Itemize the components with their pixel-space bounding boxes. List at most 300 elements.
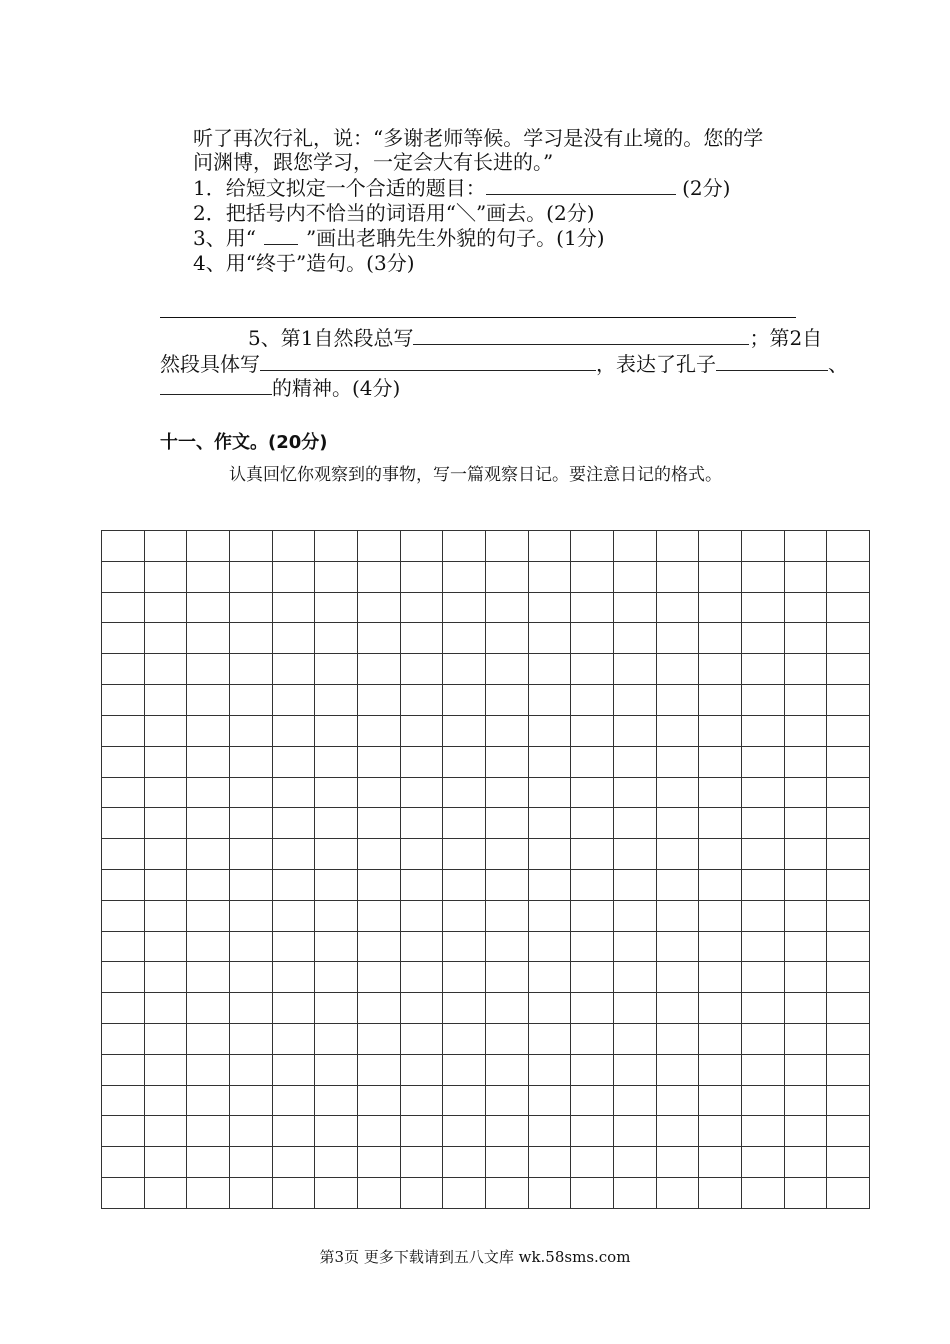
grid-cell[interactable]: [187, 1147, 230, 1178]
grid-cell[interactable]: [613, 746, 656, 777]
grid-cell[interactable]: [144, 931, 187, 962]
grid-cell[interactable]: [144, 962, 187, 993]
grid-cell[interactable]: [315, 900, 358, 931]
grid-cell[interactable]: [272, 592, 315, 623]
spirit-blank-1[interactable]: [716, 352, 828, 371]
grid-cell[interactable]: [315, 1085, 358, 1116]
grid-cell[interactable]: [357, 561, 400, 592]
grid-cell[interactable]: [571, 808, 614, 839]
grid-cell[interactable]: [272, 623, 315, 654]
grid-cell[interactable]: [400, 1147, 443, 1178]
grid-cell[interactable]: [741, 623, 784, 654]
grid-cell[interactable]: [229, 1147, 272, 1178]
spirit-blank-2[interactable]: [160, 376, 272, 395]
grid-cell[interactable]: [485, 715, 528, 746]
grid-cell[interactable]: [315, 746, 358, 777]
grid-cell[interactable]: [827, 1116, 870, 1147]
grid-cell[interactable]: [187, 869, 230, 900]
grid-cell[interactable]: [528, 993, 571, 1024]
grid-cell[interactable]: [357, 1054, 400, 1085]
grid-cell[interactable]: [699, 1054, 742, 1085]
grid-cell[interactable]: [102, 746, 145, 777]
grid-cell[interactable]: [229, 808, 272, 839]
grid-cell[interactable]: [443, 839, 486, 870]
grid-cell[interactable]: [784, 900, 827, 931]
grid-cell[interactable]: [528, 715, 571, 746]
grid-cell[interactable]: [443, 777, 486, 808]
grid-cell[interactable]: [443, 1147, 486, 1178]
grid-cell[interactable]: [613, 623, 656, 654]
grid-cell[interactable]: [315, 993, 358, 1024]
grid-cell[interactable]: [528, 654, 571, 685]
grid-cell[interactable]: [571, 654, 614, 685]
grid-cell[interactable]: [102, 839, 145, 870]
grid-cell[interactable]: [827, 1147, 870, 1178]
grid-cell[interactable]: [315, 869, 358, 900]
grid-cell[interactable]: [315, 592, 358, 623]
grid-cell[interactable]: [656, 1147, 699, 1178]
grid-cell[interactable]: [656, 592, 699, 623]
grid-cell[interactable]: [272, 1147, 315, 1178]
grid-cell[interactable]: [656, 715, 699, 746]
grid-cell[interactable]: [656, 869, 699, 900]
grid-cell[interactable]: [485, 1116, 528, 1147]
grid-cell[interactable]: [613, 1147, 656, 1178]
grid-cell[interactable]: [656, 531, 699, 562]
grid-cell[interactable]: [528, 746, 571, 777]
grid-cell[interactable]: [187, 561, 230, 592]
grid-cell[interactable]: [528, 561, 571, 592]
grid-cell[interactable]: [229, 746, 272, 777]
grid-cell[interactable]: [144, 561, 187, 592]
grid-cell[interactable]: [400, 869, 443, 900]
grid-cell[interactable]: [443, 746, 486, 777]
grid-cell[interactable]: [229, 1024, 272, 1055]
grid-cell[interactable]: [613, 1054, 656, 1085]
grid-cell[interactable]: [229, 623, 272, 654]
grid-cell[interactable]: [656, 561, 699, 592]
grid-cell[interactable]: [187, 931, 230, 962]
grid-cell[interactable]: [102, 715, 145, 746]
grid-cell[interactable]: [571, 839, 614, 870]
grid-cell[interactable]: [357, 1178, 400, 1209]
grid-cell[interactable]: [528, 900, 571, 931]
grid-cell[interactable]: [229, 654, 272, 685]
grid-cell[interactable]: [784, 1085, 827, 1116]
grid-cell[interactable]: [784, 623, 827, 654]
grid-cell[interactable]: [187, 623, 230, 654]
grid-cell[interactable]: [229, 685, 272, 716]
grid-cell[interactable]: [784, 931, 827, 962]
grid-cell[interactable]: [741, 685, 784, 716]
grid-cell[interactable]: [741, 1116, 784, 1147]
grid-cell[interactable]: [784, 1147, 827, 1178]
grid-cell[interactable]: [144, 1054, 187, 1085]
grid-cell[interactable]: [187, 531, 230, 562]
grid-cell[interactable]: [571, 777, 614, 808]
grid-cell[interactable]: [699, 931, 742, 962]
grid-cell[interactable]: [272, 654, 315, 685]
grid-cell[interactable]: [613, 931, 656, 962]
grid-cell[interactable]: [613, 993, 656, 1024]
grid-cell[interactable]: [144, 685, 187, 716]
grid-cell[interactable]: [187, 1178, 230, 1209]
grid-cell[interactable]: [400, 654, 443, 685]
grid-cell[interactable]: [443, 1024, 486, 1055]
grid-cell[interactable]: [272, 1085, 315, 1116]
grid-cell[interactable]: [272, 685, 315, 716]
grid-cell[interactable]: [571, 1054, 614, 1085]
grid-cell[interactable]: [485, 531, 528, 562]
grid-cell[interactable]: [443, 592, 486, 623]
grid-cell[interactable]: [528, 685, 571, 716]
grid-cell[interactable]: [528, 531, 571, 562]
grid-cell[interactable]: [528, 1085, 571, 1116]
grid-cell[interactable]: [102, 1116, 145, 1147]
grid-cell[interactable]: [400, 685, 443, 716]
grid-cell[interactable]: [102, 561, 145, 592]
grid-cell[interactable]: [784, 715, 827, 746]
grid-cell[interactable]: [656, 900, 699, 931]
grid-cell[interactable]: [229, 1178, 272, 1209]
grid-cell[interactable]: [741, 900, 784, 931]
grid-cell[interactable]: [656, 808, 699, 839]
grid-cell[interactable]: [741, 1178, 784, 1209]
sentence-answer-line[interactable]: [160, 317, 796, 318]
grid-cell[interactable]: [613, 1178, 656, 1209]
grid-cell[interactable]: [187, 592, 230, 623]
grid-cell[interactable]: [187, 777, 230, 808]
grid-cell[interactable]: [613, 1024, 656, 1055]
grid-cell[interactable]: [357, 654, 400, 685]
grid-cell[interactable]: [784, 1024, 827, 1055]
grid-cell[interactable]: [229, 1054, 272, 1085]
grid-cell[interactable]: [571, 531, 614, 562]
grid-cell[interactable]: [827, 623, 870, 654]
grid-cell[interactable]: [357, 715, 400, 746]
grid-cell[interactable]: [187, 746, 230, 777]
grid-cell[interactable]: [613, 869, 656, 900]
grid-cell[interactable]: [144, 746, 187, 777]
grid-cell[interactable]: [571, 746, 614, 777]
grid-cell[interactable]: [272, 808, 315, 839]
grid-cell[interactable]: [315, 839, 358, 870]
grid-cell[interactable]: [784, 561, 827, 592]
writing-grid[interactable]: [101, 530, 870, 1209]
grid-cell[interactable]: [699, 1147, 742, 1178]
grid-cell[interactable]: [656, 931, 699, 962]
grid-cell[interactable]: [827, 685, 870, 716]
grid-cell[interactable]: [571, 1085, 614, 1116]
grid-cell[interactable]: [613, 777, 656, 808]
grid-cell[interactable]: [229, 931, 272, 962]
grid-cell[interactable]: [144, 839, 187, 870]
grid-cell[interactable]: [187, 839, 230, 870]
grid-cell[interactable]: [400, 1178, 443, 1209]
grid-cell[interactable]: [315, 531, 358, 562]
grid-cell[interactable]: [272, 1116, 315, 1147]
grid-cell[interactable]: [485, 746, 528, 777]
grid-cell[interactable]: [357, 592, 400, 623]
grid-cell[interactable]: [485, 1178, 528, 1209]
grid-cell[interactable]: [187, 1116, 230, 1147]
grid-cell[interactable]: [571, 993, 614, 1024]
grid-cell[interactable]: [656, 993, 699, 1024]
grid-cell[interactable]: [571, 869, 614, 900]
grid-cell[interactable]: [741, 839, 784, 870]
grid-cell[interactable]: [229, 1085, 272, 1116]
grid-cell[interactable]: [699, 1085, 742, 1116]
grid-cell[interactable]: [315, 654, 358, 685]
grid-cell[interactable]: [656, 654, 699, 685]
grid-cell[interactable]: [102, 654, 145, 685]
grid-cell[interactable]: [400, 839, 443, 870]
grid-cell[interactable]: [827, 869, 870, 900]
grid-cell[interactable]: [741, 746, 784, 777]
grid-cell[interactable]: [699, 685, 742, 716]
grid-cell[interactable]: [656, 1116, 699, 1147]
grid-cell[interactable]: [102, 1147, 145, 1178]
grid-cell[interactable]: [485, 777, 528, 808]
grid-cell[interactable]: [315, 1147, 358, 1178]
grid-cell[interactable]: [357, 623, 400, 654]
grid-cell[interactable]: [613, 561, 656, 592]
grid-cell[interactable]: [699, 1178, 742, 1209]
grid-cell[interactable]: [272, 993, 315, 1024]
grid-cell[interactable]: [187, 1054, 230, 1085]
grid-cell[interactable]: [656, 1178, 699, 1209]
grid-cell[interactable]: [102, 808, 145, 839]
grid-cell[interactable]: [741, 869, 784, 900]
grid-cell[interactable]: [144, 869, 187, 900]
grid-cell[interactable]: [528, 623, 571, 654]
grid-cell[interactable]: [571, 623, 614, 654]
grid-cell[interactable]: [784, 993, 827, 1024]
grid-cell[interactable]: [272, 931, 315, 962]
grid-cell[interactable]: [827, 993, 870, 1024]
grid-cell[interactable]: [656, 1085, 699, 1116]
grid-cell[interactable]: [699, 561, 742, 592]
grid-cell[interactable]: [272, 1054, 315, 1085]
grid-cell[interactable]: [144, 1085, 187, 1116]
grid-cell[interactable]: [187, 654, 230, 685]
grid-cell[interactable]: [229, 900, 272, 931]
grid-cell[interactable]: [784, 808, 827, 839]
grid-cell[interactable]: [315, 685, 358, 716]
grid-cell[interactable]: [613, 962, 656, 993]
grid-cell[interactable]: [827, 777, 870, 808]
grid-cell[interactable]: [827, 531, 870, 562]
grid-cell[interactable]: [741, 962, 784, 993]
grid-cell[interactable]: [485, 654, 528, 685]
grid-cell[interactable]: [400, 1024, 443, 1055]
grid-cell[interactable]: [699, 654, 742, 685]
grid-cell[interactable]: [571, 962, 614, 993]
grid-cell[interactable]: [827, 808, 870, 839]
grid-cell[interactable]: [741, 715, 784, 746]
grid-cell[interactable]: [443, 1085, 486, 1116]
grid-cell[interactable]: [144, 777, 187, 808]
grid-cell[interactable]: [571, 715, 614, 746]
grid-cell[interactable]: [827, 654, 870, 685]
grid-cell[interactable]: [784, 746, 827, 777]
grid-cell[interactable]: [443, 715, 486, 746]
grid-cell[interactable]: [400, 1116, 443, 1147]
grid-cell[interactable]: [613, 900, 656, 931]
grid-cell[interactable]: [485, 1054, 528, 1085]
grid-cell[interactable]: [613, 1085, 656, 1116]
grid-cell[interactable]: [187, 808, 230, 839]
grid-cell[interactable]: [528, 777, 571, 808]
grid-cell[interactable]: [102, 1024, 145, 1055]
grid-cell[interactable]: [827, 839, 870, 870]
grid-cell[interactable]: [144, 654, 187, 685]
grid-cell[interactable]: [613, 654, 656, 685]
grid-cell[interactable]: [443, 623, 486, 654]
grid-cell[interactable]: [613, 715, 656, 746]
grid-cell[interactable]: [357, 962, 400, 993]
grid-cell[interactable]: [613, 592, 656, 623]
grid-cell[interactable]: [656, 1024, 699, 1055]
grid-cell[interactable]: [357, 777, 400, 808]
grid-cell[interactable]: [315, 623, 358, 654]
grid-cell[interactable]: [315, 962, 358, 993]
grid-cell[interactable]: [272, 746, 315, 777]
grid-cell[interactable]: [485, 1147, 528, 1178]
grid-cell[interactable]: [357, 1024, 400, 1055]
grid-cell[interactable]: [187, 962, 230, 993]
grid-cell[interactable]: [443, 1178, 486, 1209]
grid-cell[interactable]: [827, 592, 870, 623]
grid-cell[interactable]: [229, 993, 272, 1024]
grid-cell[interactable]: [315, 1116, 358, 1147]
grid-cell[interactable]: [102, 1178, 145, 1209]
grid-cell[interactable]: [144, 531, 187, 562]
grid-cell[interactable]: [571, 561, 614, 592]
grid-cell[interactable]: [400, 1054, 443, 1085]
grid-cell[interactable]: [400, 900, 443, 931]
grid-cell[interactable]: [187, 900, 230, 931]
grid-cell[interactable]: [827, 931, 870, 962]
grid-cell[interactable]: [485, 561, 528, 592]
grid-cell[interactable]: [315, 808, 358, 839]
grid-cell[interactable]: [315, 777, 358, 808]
grid-cell[interactable]: [272, 715, 315, 746]
grid-cell[interactable]: [187, 1085, 230, 1116]
grid-cell[interactable]: [699, 777, 742, 808]
grid-cell[interactable]: [741, 561, 784, 592]
grid-cell[interactable]: [784, 1116, 827, 1147]
grid-cell[interactable]: [827, 1054, 870, 1085]
grid-cell[interactable]: [613, 808, 656, 839]
grid-cell[interactable]: [229, 1116, 272, 1147]
grid-cell[interactable]: [144, 1116, 187, 1147]
grid-cell[interactable]: [699, 839, 742, 870]
grid-cell[interactable]: [187, 715, 230, 746]
grid-cell[interactable]: [229, 561, 272, 592]
grid-cell[interactable]: [741, 808, 784, 839]
grid-cell[interactable]: [784, 777, 827, 808]
grid-cell[interactable]: [784, 592, 827, 623]
grid-cell[interactable]: [784, 869, 827, 900]
grid-cell[interactable]: [357, 900, 400, 931]
grid-cell[interactable]: [315, 1024, 358, 1055]
grid-cell[interactable]: [784, 1178, 827, 1209]
grid-cell[interactable]: [272, 962, 315, 993]
grid-cell[interactable]: [699, 869, 742, 900]
grid-cell[interactable]: [357, 1085, 400, 1116]
grid-cell[interactable]: [102, 931, 145, 962]
grid-cell[interactable]: [656, 685, 699, 716]
grid-cell[interactable]: [144, 808, 187, 839]
grid-cell[interactable]: [656, 1054, 699, 1085]
grid-cell[interactable]: [443, 531, 486, 562]
grid-cell[interactable]: [357, 869, 400, 900]
grid-cell[interactable]: [741, 1054, 784, 1085]
grid-cell[interactable]: [571, 1178, 614, 1209]
grid-cell[interactable]: [699, 962, 742, 993]
grid-cell[interactable]: [784, 962, 827, 993]
grid-cell[interactable]: [699, 623, 742, 654]
grid-cell[interactable]: [102, 592, 145, 623]
grid-cell[interactable]: [827, 715, 870, 746]
grid-cell[interactable]: [144, 623, 187, 654]
grid-cell[interactable]: [144, 1178, 187, 1209]
grid-cell[interactable]: [827, 900, 870, 931]
grid-cell[interactable]: [400, 777, 443, 808]
grid-cell[interactable]: [528, 1024, 571, 1055]
grid-cell[interactable]: [741, 531, 784, 562]
grid-cell[interactable]: [443, 900, 486, 931]
grid-cell[interactable]: [485, 808, 528, 839]
grid-cell[interactable]: [827, 561, 870, 592]
grid-cell[interactable]: [144, 900, 187, 931]
grid-cell[interactable]: [528, 962, 571, 993]
grid-cell[interactable]: [827, 962, 870, 993]
grid-cell[interactable]: [102, 1054, 145, 1085]
grid-cell[interactable]: [528, 592, 571, 623]
grid-cell[interactable]: [613, 839, 656, 870]
grid-cell[interactable]: [656, 962, 699, 993]
grid-cell[interactable]: [528, 1054, 571, 1085]
grid-cell[interactable]: [485, 685, 528, 716]
grid-cell[interactable]: [102, 685, 145, 716]
grid-cell[interactable]: [784, 654, 827, 685]
grid-cell[interactable]: [272, 777, 315, 808]
grid-cell[interactable]: [699, 531, 742, 562]
grid-cell[interactable]: [571, 1116, 614, 1147]
grid-cell[interactable]: [272, 1024, 315, 1055]
grid-cell[interactable]: [357, 839, 400, 870]
grid-cell[interactable]: [102, 777, 145, 808]
grid-cell[interactable]: [400, 931, 443, 962]
grid-cell[interactable]: [357, 746, 400, 777]
grid-cell[interactable]: [699, 592, 742, 623]
grid-cell[interactable]: [144, 1147, 187, 1178]
grid-cell[interactable]: [315, 561, 358, 592]
grid-cell[interactable]: [741, 654, 784, 685]
grid-cell[interactable]: [699, 1024, 742, 1055]
grid-cell[interactable]: [485, 931, 528, 962]
grid-cell[interactable]: [699, 900, 742, 931]
grid-cell[interactable]: [699, 746, 742, 777]
grid-cell[interactable]: [357, 993, 400, 1024]
grid-cell[interactable]: [102, 1085, 145, 1116]
grid-cell[interactable]: [144, 993, 187, 1024]
grid-cell[interactable]: [485, 623, 528, 654]
grid-cell[interactable]: [102, 623, 145, 654]
grid-cell[interactable]: [528, 808, 571, 839]
